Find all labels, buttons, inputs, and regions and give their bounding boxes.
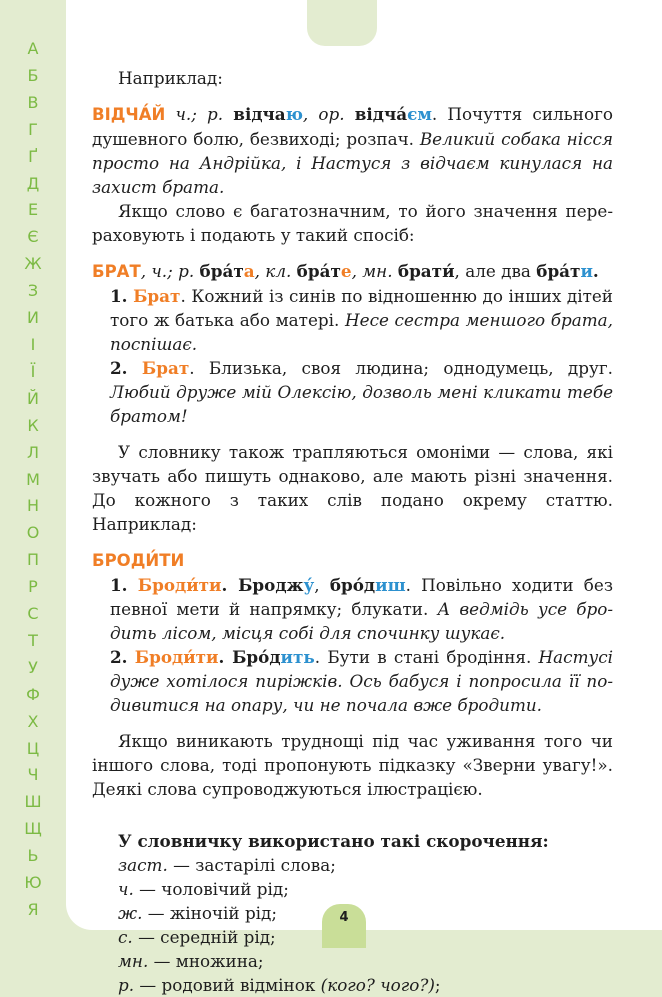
alphabet-index [0, 36, 66, 924]
abbreviation-item: мн. — множина; [118, 951, 264, 971]
alphabet-letter: С [27, 604, 39, 624]
entry-brat: БРАТ, ч.; р. бра́та, кл. бра́те, мн. брати́, але два бра́ти. [92, 261, 599, 281]
abbreviation-item: ч. — чоловічий рід; [118, 879, 289, 899]
alphabet-letter: Х [27, 711, 39, 731]
alphabet-letter: Й [27, 388, 39, 408]
meaning-2: 2. Брат. Близька, своя людина; однодумець, друг. Любий друже мій Олексію, дозволь мені кликати тебе братом! [110, 358, 613, 426]
alphabet-sidebar [0, 0, 66, 970]
abbreviations-list [92, 853, 613, 997]
paragraph-hint: Якщо виникають труднощі під час уживання того чи іншого слова, тоді пропонують підказку «Зверни увагу!». Деякі слова супроводжуються ілюстрацією. [92, 731, 613, 799]
alphabet-letter: К [27, 415, 39, 435]
alphabet-letter: Ф [26, 684, 40, 704]
alphabet-letter: Щ [24, 819, 42, 839]
entry-headword: БРОДИ́ТИ [92, 551, 185, 570]
alphabet-letter: Ї [30, 361, 36, 381]
meaning-2: 2. Броди́ти. Бро́дить. Бути в стані бродіння. Настусі дуже хотілося пиріжків. Ось бабуся і попросила її подивитися на опару, чи не почала вже бродити. [110, 647, 613, 715]
meaning-1: 1. Броди́ти. Броджу́, бро́диш. Повільно ходити без певної мети й напрямку; блукати. А ведмідь усе бродить лісом, місця собі для спочинку шукає. [110, 575, 613, 643]
alphabet-letter: Г [28, 119, 38, 139]
alphabet-letter: Т [28, 630, 38, 650]
alphabet-letter: Р [28, 577, 38, 597]
alphabet-letter: Б [27, 65, 39, 85]
abbreviation-item: заст. — застарілі слова; [118, 855, 336, 875]
alphabet-letter: О [26, 523, 40, 543]
alphabet-letter: П [26, 550, 40, 570]
alphabet-letter: М [26, 469, 40, 489]
alphabet-letter: Ж [24, 254, 42, 274]
entry-headword: ВІДЧА́Й [92, 105, 166, 124]
page-number: 4 [339, 910, 349, 925]
alphabet-letter: Є [27, 227, 39, 247]
intro-text: Наприклад: [118, 68, 223, 88]
page-content [92, 66, 613, 997]
top-tab [307, 0, 377, 46]
meaning-1: 1. Брат. Кожний із синів по відношенню до інших дітей того ж батька або матері. Несе сестра меншого брата, поспішає. [110, 286, 613, 354]
alphabet-letter: Я [27, 900, 39, 919]
entry-vidchai: ВІДЧА́Й ч.; р. відчаю, ор. відча́єм. Почуття сильного душевного болю, безвиході; розпач. Великий собака нісся просто на Андрійка, і Настуся з відчаєм кинулася на захист брата. [92, 104, 613, 197]
alphabet-letter: У [28, 657, 38, 677]
entry-broditi [92, 548, 613, 573]
alphabet-letter: А [27, 39, 39, 58]
alphabet-letter: Н [26, 496, 40, 516]
alphabet-letter: В [27, 92, 39, 112]
alphabet-letter: Ц [26, 738, 40, 758]
abbreviation-item: ж. — жіночій рід; [118, 903, 278, 923]
paragraph-polysemy: Якщо слово є багатозначним, то його значення перераховують і подають у такий спосіб: [92, 201, 613, 245]
alphabet-letter: Ч [27, 765, 39, 785]
abbreviation-item: с. — середній рід; [118, 927, 276, 947]
alphabet-letter: І [30, 334, 36, 354]
alphabet-letter: И [27, 308, 39, 328]
abbreviation-item: р. — родовий відмінок (кого? чого?); [118, 975, 441, 995]
alphabet-letter: Л [26, 442, 40, 462]
alphabet-letter: Ґ [28, 146, 38, 166]
entry-headword: БРАТ [92, 262, 141, 281]
paragraph-homonyms: У словнику також трапляються омоніми — слова, які звучать або пишуть однаково, але мають різні значення. До кожного з таких слів подано окрему статтю. Наприклад: [92, 442, 613, 534]
alphabet-letter: Е [27, 200, 39, 220]
alphabet-letter: Д [26, 173, 40, 193]
alphabet-letter: Ю [24, 873, 42, 893]
alphabet-letter: Ш [24, 792, 42, 812]
alphabet-letter: З [27, 281, 39, 301]
abbreviations-title: У словничку використано такі скорочення: [118, 831, 549, 851]
alphabet-letter: Ь [27, 846, 39, 866]
